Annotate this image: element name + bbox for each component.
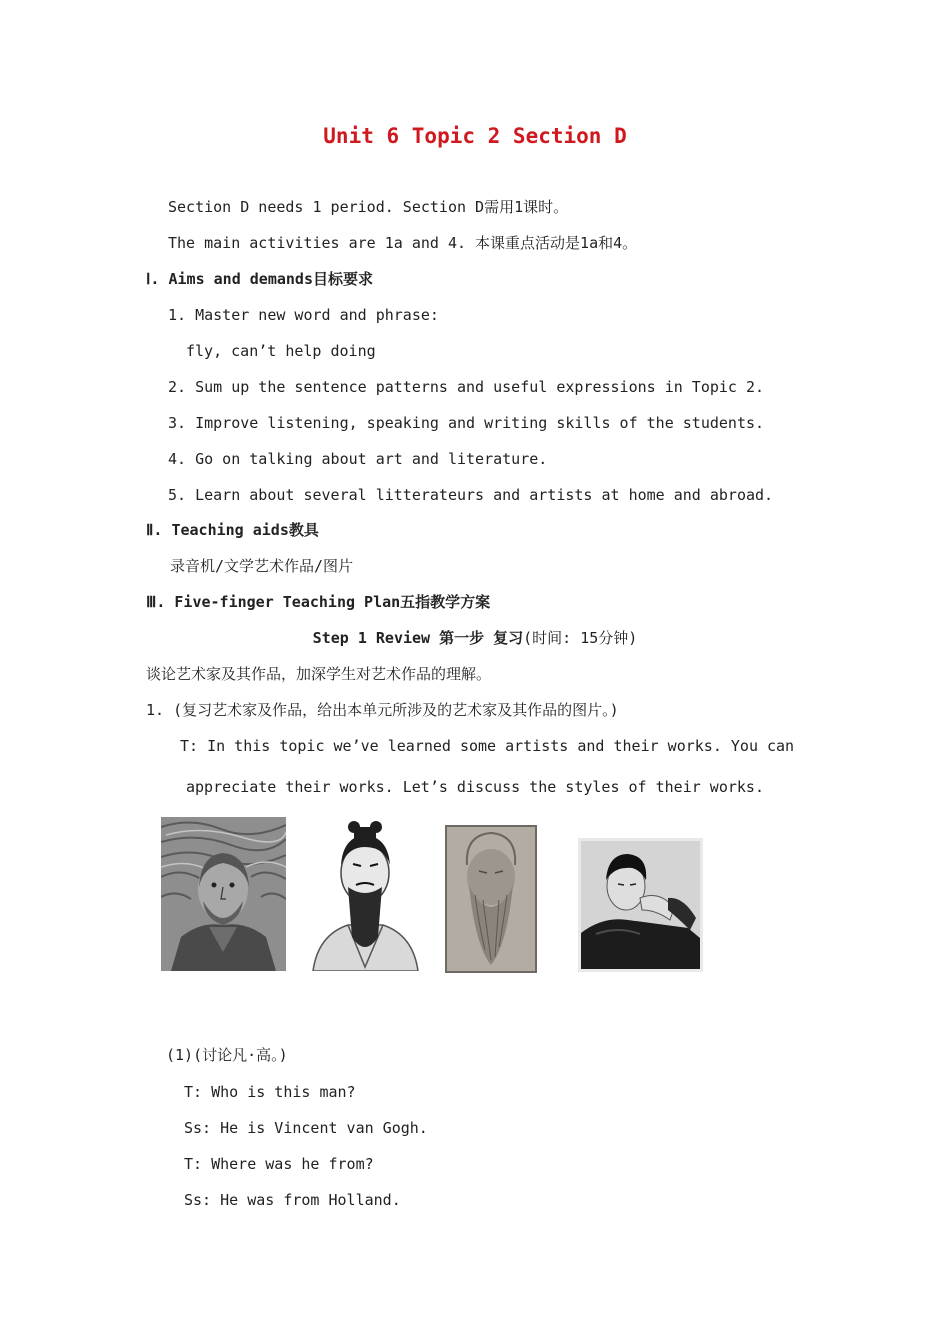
young-man-photo-icon	[578, 838, 703, 972]
ancient-chinese-scholar-icon	[308, 817, 423, 971]
dialogue-line-4: Ss: He was from Holland.	[184, 1191, 401, 1209]
aims-item-1-detail: fly, can’t help doing	[186, 342, 376, 360]
step-1-time: (时间: 15分钟)	[523, 629, 638, 647]
plan-heading: Ⅲ. Five-finger Teaching Plan五指教学方案	[146, 593, 491, 611]
aims-item-4: 4. Go on talking about art and literature.	[168, 450, 548, 468]
dialogue-line-1: T: Who is this man?	[184, 1083, 356, 1101]
subsection-1-heading: (1)(讨论凡·高。)	[166, 1046, 288, 1064]
review-item-1: 1. (复习艺术家及作品，给出本单元所涉及的艺术家及其作品的图片。)	[146, 701, 619, 719]
aims-item-5: 5. Learn about several litterateurs and artists at home and abroad.	[168, 486, 774, 504]
aims-item-3: 3. Improve listening, speaking and writing skills of the students.	[168, 414, 765, 432]
intro-period: Section D needs 1 period. Section D需用1课时。	[168, 198, 569, 216]
aids-heading: Ⅱ. Teaching aids教具	[146, 521, 319, 539]
van-gogh-portrait-icon	[161, 817, 286, 971]
aids-text: 录音机/文学艺术作品/图片	[170, 557, 354, 575]
intro-activities: The main activities are 1a and 4. 本课重点活动是1a和4。	[168, 234, 638, 252]
teacher-line-2: appreciate their works. Let’s discuss the styles of their works.	[186, 778, 764, 796]
dialogue-line-2: Ss: He is Vincent van Gogh.	[184, 1119, 428, 1137]
leonardo-sketch-portrait-icon	[445, 825, 537, 973]
aims-heading: Ⅰ. Aims and demands目标要求	[146, 270, 373, 288]
step-1-heading	[0, 628, 950, 648]
step-1-goal: 谈论艺术家及其作品，加深学生对艺术作品的理解。	[146, 665, 492, 683]
aims-item-2: 2. Sum up the sentence patterns and useful expressions in Topic 2.	[168, 378, 765, 396]
aims-item-1: 1. Master new word and phrase:	[168, 306, 439, 324]
teacher-line-1: T: In this topic we’ve learned some artists and their works. You can	[180, 737, 795, 755]
step-1-label: Step 1 Review 第一步 复习	[312, 629, 524, 647]
dialogue-line-3: T: Where was he from?	[184, 1155, 374, 1173]
page-title: Unit 6 Topic 2 Section D	[323, 124, 627, 148]
